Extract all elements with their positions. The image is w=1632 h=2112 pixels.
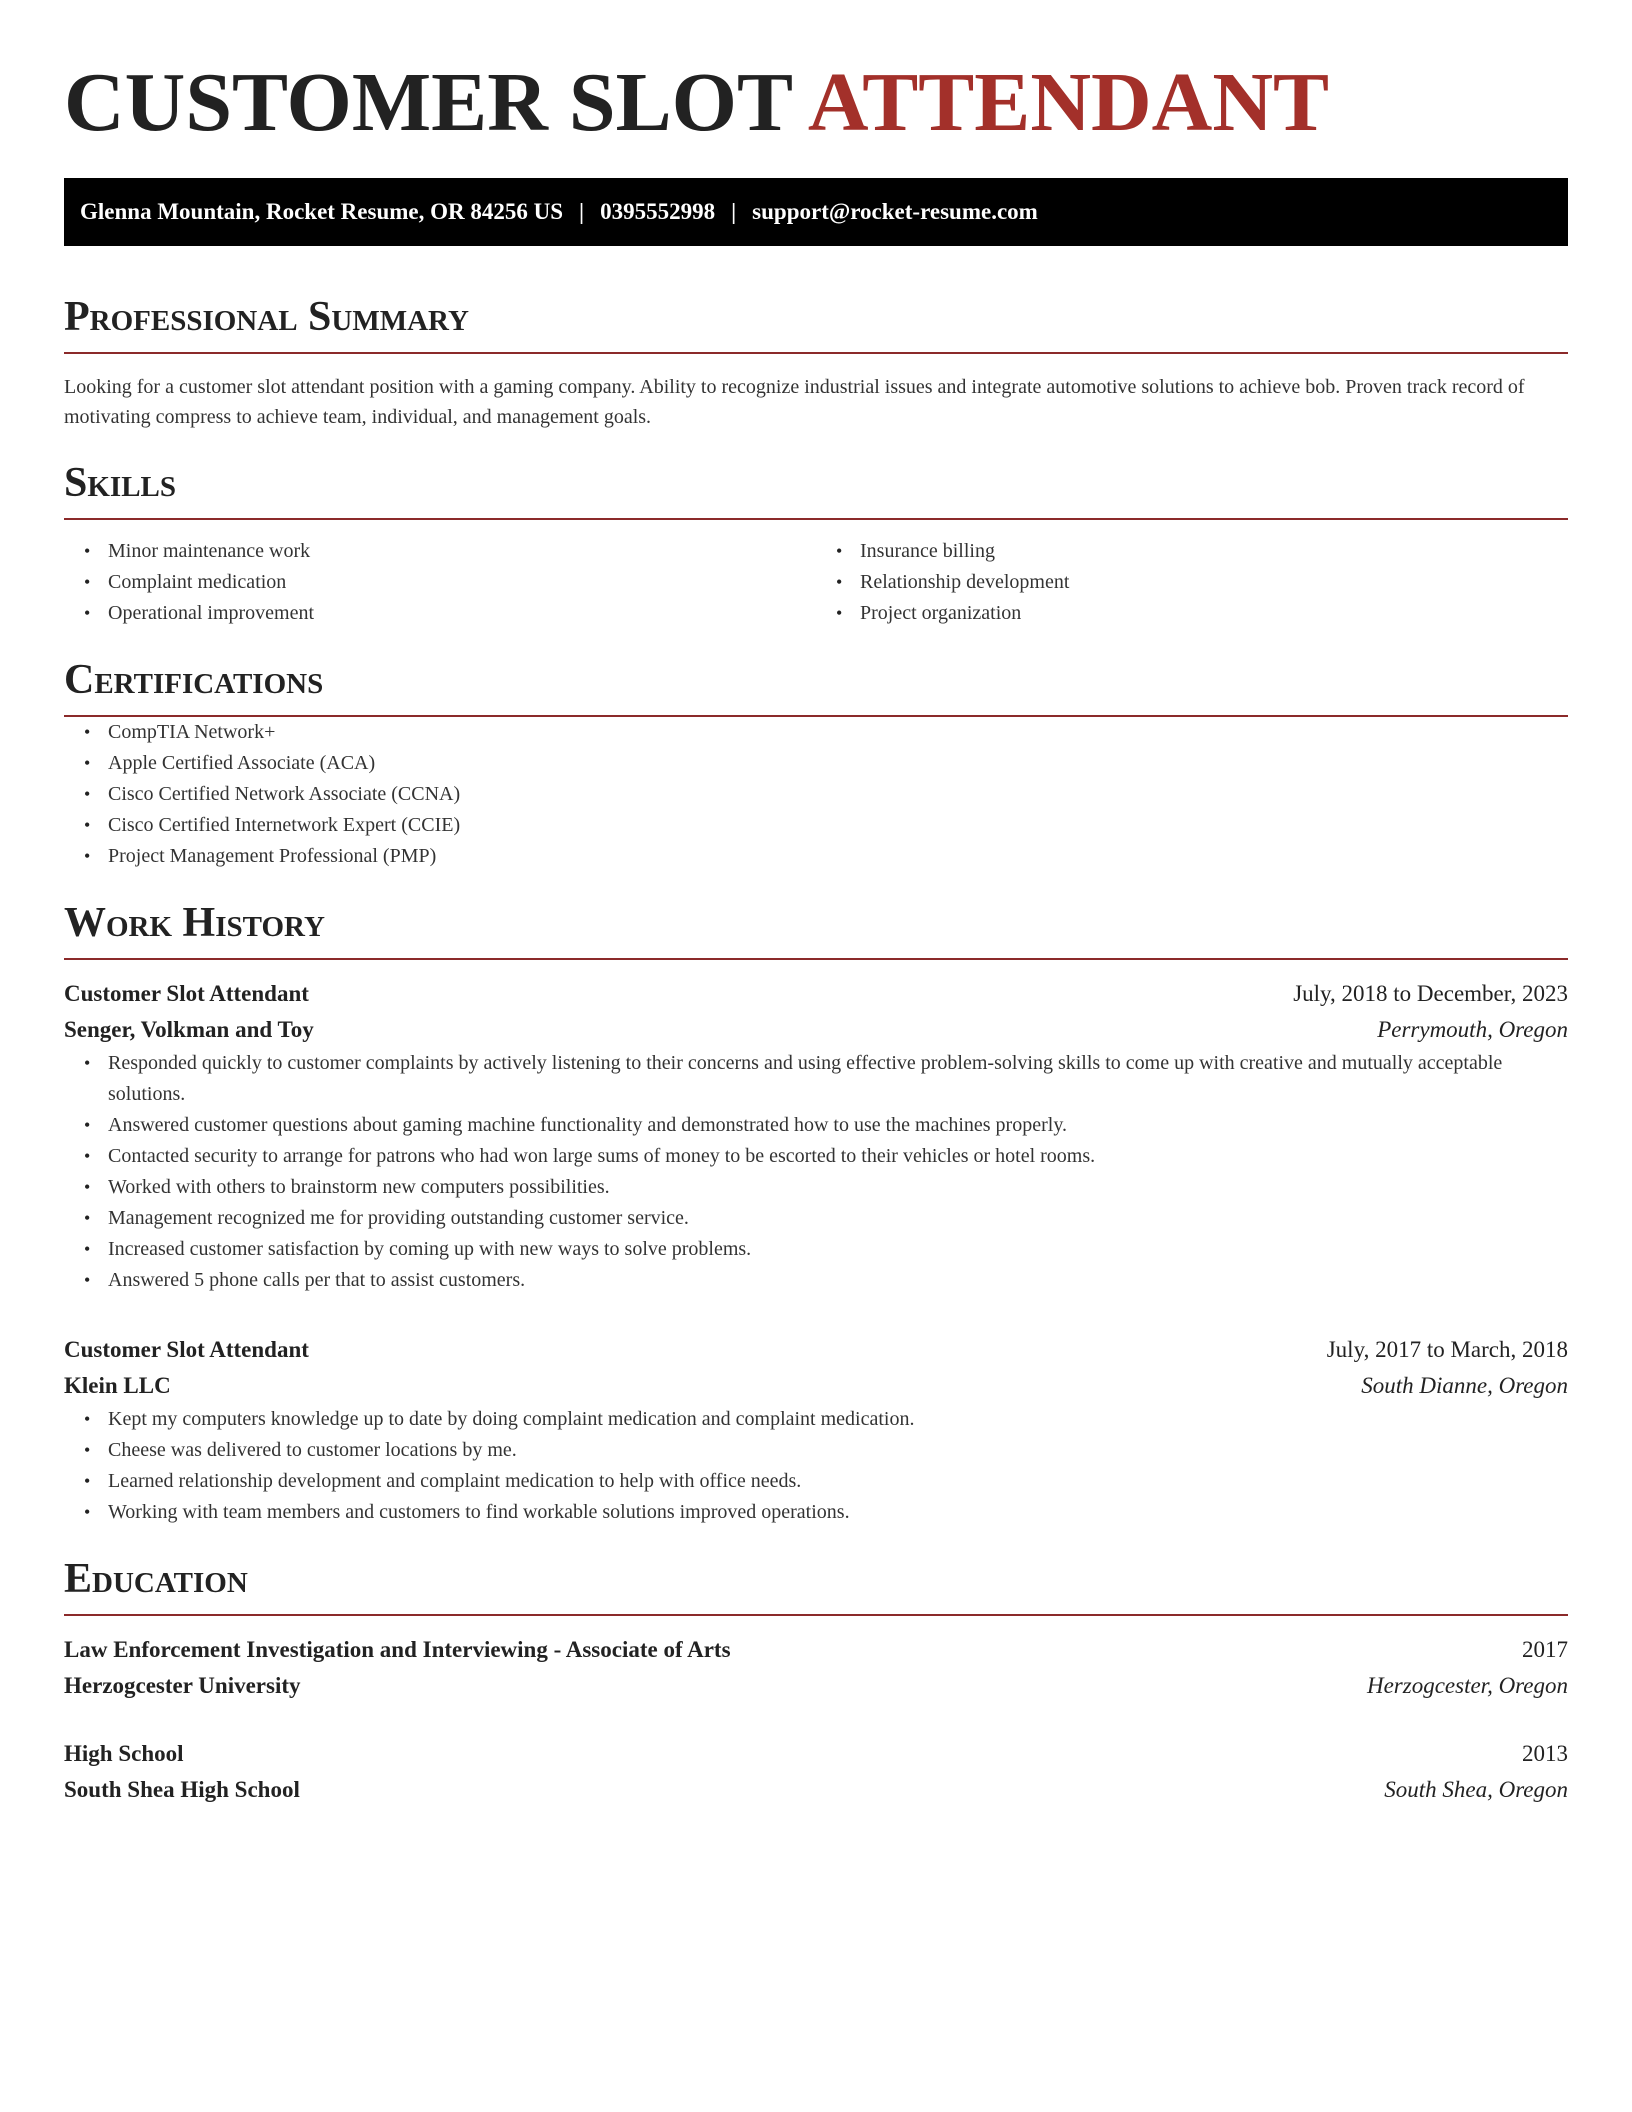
certification-item: • Project Management Professional (PMP): [108, 841, 1568, 872]
job-bullet: • Answered customer questions about gaming machine functionality and demonstrated how to use the machines properly.: [108, 1110, 1568, 1141]
contact-address: Glenna Mountain, Rocket Resume, OR 84256 US: [80, 199, 564, 224]
contact-bar: [64, 178, 1568, 246]
education-year: 2013: [1522, 1741, 1568, 1766]
job-bullet: • Working with team members and customers to find workable solutions improved operations.: [108, 1497, 1568, 1528]
skill-item: • Complaint medication: [108, 567, 816, 598]
summary-section: [64, 292, 1568, 432]
education-school: Herzogcester University: [64, 1673, 301, 1698]
work-history-heading: Work History: [64, 898, 1568, 960]
job-entry: [64, 976, 1568, 1296]
job-dates: July, 2017 to March, 2018: [1326, 1337, 1568, 1362]
job-bullet: • Cheese was delivered to customer locations by me.: [108, 1435, 1568, 1466]
certification-item: • Apple Certified Associate (ACA): [108, 748, 1568, 779]
education-degree-row: [64, 1632, 1568, 1668]
summary-heading: Professional Summary: [64, 292, 1568, 354]
job-bullet: • Learned relationship development and complaint medication to help with office needs.: [108, 1466, 1568, 1497]
skills-heading: Skills: [64, 458, 1568, 520]
skills-grid: [64, 536, 1568, 629]
job-company-row: [64, 1012, 1568, 1048]
job-bullet: • Management recognized me for providing outstanding customer service.: [108, 1203, 1568, 1234]
skill-item: • Project organization: [860, 598, 1568, 629]
certification-item: • CompTIA Network+: [108, 717, 1568, 748]
skill-item: • Operational improvement: [108, 598, 816, 629]
resume-title: [64, 52, 1568, 154]
job-bullet: • Responded quickly to customer complaints by actively listening to their concerns and using effective problem-solving skills to come up with creative and mutually acceptable solutions.: [108, 1048, 1568, 1110]
education-year: 2017: [1522, 1637, 1568, 1662]
job-bullet: • Increased customer satisfaction by coming up with new ways to solve problems.: [108, 1234, 1568, 1265]
job-bullet-list: [64, 1048, 1568, 1296]
job-bullet: • Contacted security to arrange for patrons who had won large sums of money to be escorted to their vehicles or hotel rooms.: [108, 1141, 1568, 1172]
job-company-row: [64, 1368, 1568, 1404]
skills-column-left: [64, 536, 816, 629]
job-header-row: [64, 976, 1568, 1012]
skills-list-left: [64, 536, 816, 629]
job-bullet: • Answered 5 phone calls per that to assist customers.: [108, 1265, 1568, 1296]
job-entry: [64, 1332, 1568, 1528]
contact-separator: |: [579, 199, 585, 224]
certification-item: • Cisco Certified Network Associate (CCNA): [108, 779, 1568, 810]
education-degree: Law Enforcement Investigation and Interviewing - Associate of Arts: [64, 1637, 731, 1662]
job-location: South Dianne, Oregon: [1361, 1373, 1568, 1398]
job-dates: July, 2018 to December, 2023: [1293, 981, 1568, 1006]
education-location: Herzogcester, Oregon: [1366, 1673, 1568, 1698]
certification-item: • Cisco Certified Internetwork Expert (CCIE): [108, 810, 1568, 841]
certifications-section: [64, 655, 1568, 872]
job-company: Klein LLC: [64, 1373, 171, 1398]
education-degree: High School: [64, 1741, 184, 1766]
contact-separator: |: [731, 199, 737, 224]
education-school: South Shea High School: [64, 1777, 300, 1802]
certifications-heading: Certifications: [64, 655, 1568, 717]
education-entry: [64, 1736, 1568, 1808]
job-header-row: [64, 1332, 1568, 1368]
job-title: Customer Slot Attendant: [64, 981, 309, 1006]
title-job-accent: ATTENDANT: [807, 56, 1330, 149]
contact-phone: 0395552998: [600, 199, 716, 224]
education-location: South Shea, Oregon: [1384, 1777, 1568, 1802]
education-heading: Education: [64, 1554, 1568, 1616]
skill-item: • Insurance billing: [860, 536, 1568, 567]
contact-email: support@rocket-resume.com: [752, 199, 1038, 224]
education-school-row: [64, 1772, 1568, 1808]
education-school-row: [64, 1668, 1568, 1704]
job-bullet: • Kept my computers knowledge up to date by doing complaint medication and complaint medication.: [108, 1404, 1568, 1435]
summary-text: Looking for a customer slot attendant position with a gaming company. Ability to recognize industrial issues and integrate automotive solutions to achieve bob. Proven track record of motivating compress to achieve team, individual, and management goals.: [64, 376, 1525, 428]
job-bullet: • Worked with others to brainstorm new computers possibilities.: [108, 1172, 1568, 1203]
skills-column-right: [816, 536, 1568, 629]
work-history-section: [64, 898, 1568, 1528]
skill-item: • Relationship development: [860, 567, 1568, 598]
education-degree-row: [64, 1736, 1568, 1772]
skills-list-right: [816, 536, 1568, 629]
education-section: [64, 1554, 1568, 1808]
title-job-name: CUSTOMER SLOT: [64, 56, 792, 149]
skills-section: [64, 458, 1568, 629]
job-location: Perrymouth, Oregon: [1377, 1017, 1568, 1042]
job-title: Customer Slot Attendant: [64, 1337, 309, 1362]
job-bullet-list: [64, 1404, 1568, 1528]
education-entry: [64, 1632, 1568, 1704]
certifications-list: [64, 717, 1568, 872]
skill-item: • Minor maintenance work: [108, 536, 816, 567]
job-company: Senger, Volkman and Toy: [64, 1017, 314, 1042]
